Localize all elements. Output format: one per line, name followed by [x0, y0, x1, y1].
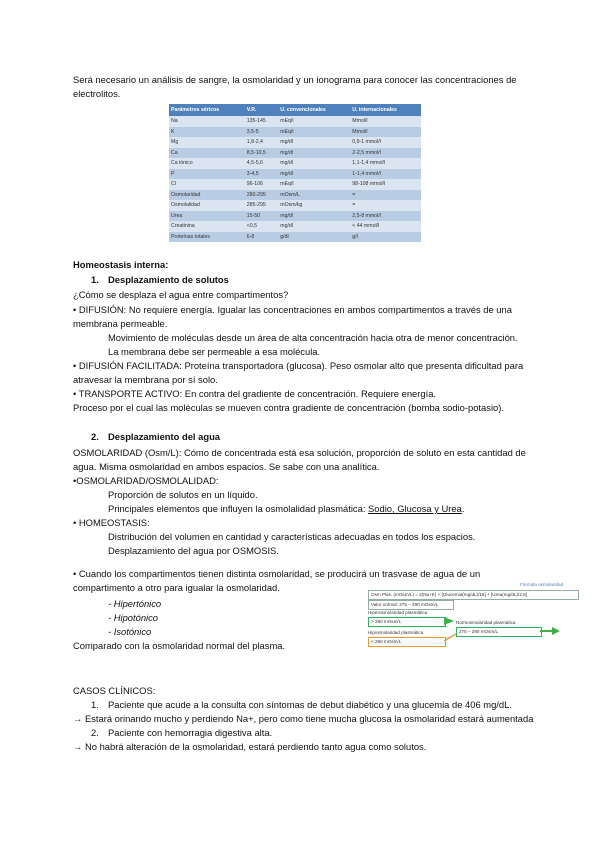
norm-value-box: 275 – 290 mOsm/L	[456, 627, 542, 637]
table-row	[169, 169, 421, 180]
table-row	[169, 200, 421, 211]
proceso-line: Proceso por el cual las moléculas se mueven contra gradiente de concentración (bomba sodio-potasio).	[73, 402, 504, 413]
facilitada-line-b: atravesar la membrana por sí solo.	[73, 374, 218, 385]
table-cell: 1,1-1,4 mmol/l	[350, 158, 421, 169]
table-cell: P	[169, 169, 245, 180]
table-cell: 280-295	[245, 190, 278, 201]
table-cell: Na	[169, 116, 245, 127]
item-1-number: 1.	[91, 274, 99, 285]
item-2-title: Desplazamiento del agua	[108, 431, 221, 442]
col-header: U. internacionales	[350, 104, 421, 116]
table-cell: Creatinina	[169, 221, 245, 232]
diagram-top-label: Fórmula osmolaridad	[520, 582, 564, 587]
distribucion-line: Distribución del volumen en cantidad y características adecuadas en todos los espacios.	[108, 531, 476, 542]
principales-underlined: Sodio, Glucosa y Urea	[368, 503, 462, 514]
table-header-row	[169, 104, 421, 116]
case-1-number: 1.	[91, 699, 99, 710]
table-cell: 96-106	[245, 179, 278, 190]
hipotonico-item: - Hipotónico	[108, 612, 159, 623]
hiper-value-box: > 290 mOsm/L	[368, 617, 446, 627]
osmolaridad-title: •OSMOLARIDAD/OSMOLALIDAD:	[73, 475, 219, 486]
normal-value-box: Valor normal: 275 – 290 mOsm/L	[368, 600, 454, 610]
table-cell: 8,5-10,5	[245, 148, 278, 159]
table-row	[169, 190, 421, 201]
table-cell: 3,5-5	[245, 127, 278, 138]
table-cell: Cl	[169, 179, 245, 190]
table-cell: 1-1,4 mmol/l	[350, 169, 421, 180]
table-cell: mEq/l	[278, 179, 350, 190]
intro-line-2: electrolitos.	[73, 88, 121, 99]
table-cell: Mmol/l	[350, 127, 421, 138]
table-row	[169, 148, 421, 159]
table-cell: mg/dl	[278, 169, 350, 180]
osmolaridad-line-a: OSMOLARIDAD (Osm/L): Cómo de concentrada está esa solución, proporción de soluto en esta cantidad de	[73, 447, 526, 458]
arrow-line	[444, 634, 456, 641]
transporte-activo-line: • TRANSPORTE ACTIVO: En contra del gradiente de concentración. Requiere energía.	[73, 388, 437, 399]
question-text: ¿Cómo se desplaza el agua entre compartimentos?	[73, 289, 289, 300]
table-cell: 4,5-5,6	[245, 158, 278, 169]
table-cell: Ca	[169, 148, 245, 159]
cases-title: CASOS CLÍNICOS:	[73, 685, 156, 696]
norm-label: Normosmolaridad plasmática	[456, 620, 516, 625]
facilitada-line-a: • DIFUSIÓN FACILITADA: Proteína transportadora (glucosa). Peso osmolar alto que presenta dificultad para	[73, 360, 524, 371]
table-cell: =	[350, 200, 421, 211]
table-row	[169, 232, 421, 243]
table-cell: 6-8	[245, 232, 278, 243]
table-cell: mEq/l	[278, 127, 350, 138]
table-cell: Mmol/l	[350, 116, 421, 127]
movimiento-line: Movimiento de moléculas desde un área de alta concentración hacia otra de menor concentración.	[108, 332, 518, 343]
principales-end: .	[461, 503, 465, 514]
table-cell: mg/dl	[278, 137, 350, 148]
serum-parameters-table	[169, 104, 421, 242]
table-row	[169, 137, 421, 148]
cuando-line-a: • Cuando los compartimentos tienen distinta osmolaridad, se producirá un trasvase de agua de un	[73, 568, 481, 579]
arrow-right-icon	[552, 627, 560, 635]
intro-line-1: Será necesario un análisis de sangre, la osmolaridad y un ionograma para conocer las concentraciones de	[73, 74, 517, 85]
table-row	[169, 127, 421, 138]
item-2-number: 2.	[91, 431, 99, 442]
hipertonico-item: - Hipertónico	[108, 598, 162, 609]
principales-text: Principales elementos que influyen la osmolalidad plasmática:	[108, 503, 369, 514]
comparado-line: Comparado con la osmolaridad normal del plasma.	[73, 640, 286, 651]
osmolaridad-line-b: agua. Misma osmolaridad en ambos espacios. Se sabe con una analítica.	[73, 461, 380, 472]
case-2-answer: → No habrá alteración de la osmolaridad, estará perdiendo tanto agua como solutos.	[73, 741, 427, 752]
table-cell: Urea	[169, 211, 245, 222]
principales-line	[108, 502, 464, 516]
hipo-value-box: < 290 mOsm/L	[368, 637, 446, 647]
table-cell: 135-145	[245, 116, 278, 127]
table-cell: Ca iónico	[169, 158, 245, 169]
table-cell: =	[350, 190, 421, 201]
table-cell: 285-295	[245, 200, 278, 211]
isotonico-item: - Isotónico	[108, 626, 152, 637]
table-cell: g/dl	[278, 232, 350, 243]
table-cell: 15-50	[245, 211, 278, 222]
case-2-text: Paciente con hemorragia digestiva alta.	[108, 727, 273, 738]
table-cell: mg/dl	[278, 158, 350, 169]
difusion-line-b: membrana permeable.	[73, 318, 168, 329]
table-cell: mOsm/kg	[278, 200, 350, 211]
proporcion-line: Proporción de solutos en un líquido.	[108, 489, 258, 500]
table-row	[169, 116, 421, 127]
table-cell: 1,8-2,4	[245, 137, 278, 148]
osmolarity-diagram	[368, 582, 582, 660]
table-cell: Mg	[169, 137, 245, 148]
desplazamiento-osmosis-line: Desplazamiento del agua por OSMOSIS.	[108, 545, 279, 556]
table-row	[169, 179, 421, 190]
formula-box: Osm Plas. (mOsm/L) = 2(Na+K) + [Glucemia(mg/dL)/18] + [Urea(mg/dL)/2,8]	[368, 590, 579, 600]
diagram-arrows	[368, 582, 582, 660]
membrana-line: La membrana debe ser permeable a esa molécula.	[108, 346, 321, 357]
table-cell: g/l	[350, 232, 421, 243]
table-cell: <0,5	[245, 221, 278, 232]
case-1-answer: → Estará orinando mucho y perdiendo Na+, pero como tiene mucha glucosa la osmolaridad estará aumentada	[73, 713, 534, 724]
col-header: V.R.	[245, 104, 278, 116]
table-cell: mOsm/L	[278, 190, 350, 201]
cuando-line-b: compartimento a otro para igualar la osmolaridad.	[73, 582, 280, 593]
table-cell: 0,9-1 mmol/l	[350, 137, 421, 148]
item-1-title: Desplazamiento de solutos	[108, 274, 229, 285]
table-cell: 2-2,5 mmol/l	[350, 148, 421, 159]
table-cell: mg/dl	[278, 211, 350, 222]
table-cell: mg/dl	[278, 148, 350, 159]
col-header: Parámetros séricos	[169, 104, 245, 116]
homeostasis-title: • HOMEOSTASIS:	[73, 517, 150, 528]
table-row	[169, 211, 421, 222]
difusion-line-a: • DIFUSIÓN: No requiere energía. Igualar las concentraciones en ambos compartimentos a través de una	[73, 304, 512, 315]
table-row	[169, 158, 421, 169]
table-row	[169, 221, 421, 232]
col-header: U. convencionales	[278, 104, 350, 116]
table-cell: mg/dl	[278, 221, 350, 232]
table-cell: K	[169, 127, 245, 138]
table-cell: 2,5-8 mmol/l	[350, 211, 421, 222]
table-cell: 3-4,5	[245, 169, 278, 180]
hiper-label: Hiperosmolaridad plasmática	[368, 610, 428, 615]
homeostasis-heading: Homeostasis interna:	[73, 259, 169, 270]
table-cell: < 44 mmol/l	[350, 221, 421, 232]
arrow-right-icon	[444, 617, 454, 625]
hipo-label: Hiposmolaridad plasmática	[368, 630, 424, 635]
case-1-text: Paciente que acude a la consulta con síntomas de debut diabético y una glucemia de 406 mg/dL.	[108, 699, 512, 710]
table-cell: Proteínas totales	[169, 232, 245, 243]
table-cell: mEq/l	[278, 116, 350, 127]
case-2-number: 2.	[91, 727, 99, 738]
table-cell: 98-108 mmol/l	[350, 179, 421, 190]
table-cell: Osmolalidad	[169, 200, 245, 211]
table-cell: Osmolaridad	[169, 190, 245, 201]
